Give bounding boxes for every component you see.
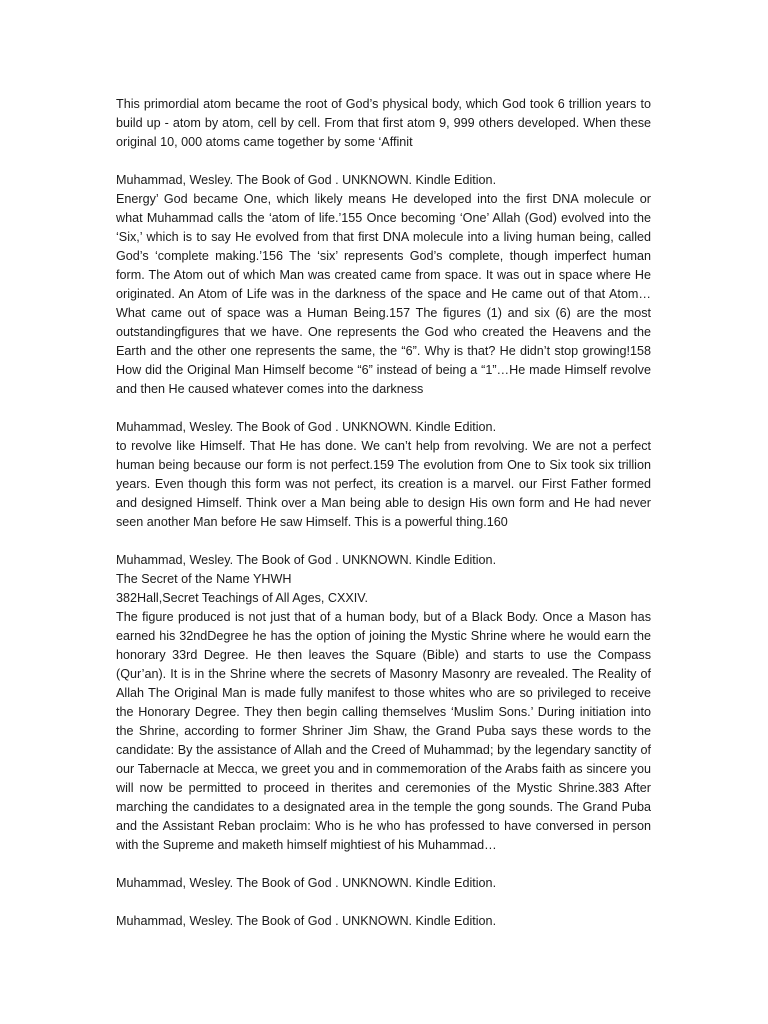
- section-heading: The Secret of the Name YHWH: [116, 572, 292, 586]
- citation: Muhammad, Wesley. The Book of God . UNKNOWN. Kindle Edition.: [116, 420, 497, 434]
- paragraph-revolve: to revolve like Himself. That He has done. We can’t help from revolving. We are not a perfect human being because our form is not perfect.159 The evolution from One to Six took six trillion years. Even though this form was not perfect, its creation is a marvel. our First Father formed and designed Himself. Think over a Man being able to design His own form and He had never seen another Man before He saw Himself. This is a powerful thing.160: [116, 439, 651, 529]
- footnote-reference: 382Hall,Secret Teachings of All Ages, CXXIV.: [116, 591, 369, 605]
- document-page: [116, 95, 651, 931]
- citation: Muhammad, Wesley. The Book of God . UNKNOWN. Kindle Edition.: [116, 173, 497, 187]
- citation: Muhammad, Wesley. The Book of God . UNKNOWN. Kindle Edition.: [116, 553, 497, 567]
- paragraph-spacer: [116, 532, 651, 551]
- citation: Muhammad, Wesley. The Book of God . UNKNOWN. Kindle Edition.: [116, 876, 497, 890]
- citation: Muhammad, Wesley. The Book of God . UNKNOWN. Kindle Edition.: [116, 914, 497, 928]
- paragraph-black-body: The figure produced is not just that of a human body, but of a Black Body. Once a Mason has earned his 32ndDegree he has the option of joining the Mystic Shrine where he would earn the honorary 33rd Degree. He then leaves the Square (Bible) and starts to use the Compass (Qur’an). It is in the Shrine where the secrets of Masonry Masonry are revealed. The Reality of Allah The Original Man is made fully manifest to those whites who are so privileged to receive the Honorary Degree. They then begin calling themselves ‘Muslim Sons.’ During initiation into the Shrine, according to former Shriner Jim Shaw, the Grand Puba says these words to the candidate: By the assistance of Allah and the Creed of Muhammad; by the legendary sanctity of our Tabernacle at Mecca, we greet you and in commemoration of the Arabs faith as sincere you will now be permitted to proceed in therites and ceremonies of the Mystic Shrine.383 After marching the candidates to a designated area in the temple the gong sounds. The Grand Puba and the Assistant Reban proclaim: Who is he who has professed to have conversed in person with the Supreme and maketh himself mightiest of his Muhammad…: [116, 610, 651, 852]
- paragraph-energy-god: Energy’ God became One, which likely means He developed into the first DNA molecule or what Muhammad calls the ‘atom of life.’155 Once becoming ‘One’ Allah (God) evolved into the ‘Six,’ which is to say He evolved from that first DNA molecule into a living human being, called God’s ‘complete making.’156 The ‘six’ represents God’s complete, though imperfect human form. The Atom out of which Man was created came from space. It was out in space where He originated. An Atom of Life was in the darkness of the space and He came out of that Atom…What came out of space was a Human Being.157 The figures (1) and six (6) are the most outstandingfigures that we have. One represents the God who created the Heavens and the Earth and the other one represents the same, the “6”. Why is that? He didn’t stop growing!158 How did the Original Man Himself become “6” instead of being a “1”…He made Himself revolve and then He caused whatever comes into the darkness: [116, 192, 651, 396]
- paragraph-primordial-atom: This primordial atom became the root of God’s physical body, which God took 6 trillion years to build up - atom by atom, cell by cell. From that first atom 9, 999 others developed. When these original 10, 000 atoms came together by some ‘Affinit: [116, 97, 651, 149]
- paragraph-spacer: [116, 399, 651, 418]
- paragraph-spacer: [116, 855, 651, 874]
- paragraph-spacer: [116, 152, 651, 171]
- paragraph-spacer: [116, 893, 651, 912]
